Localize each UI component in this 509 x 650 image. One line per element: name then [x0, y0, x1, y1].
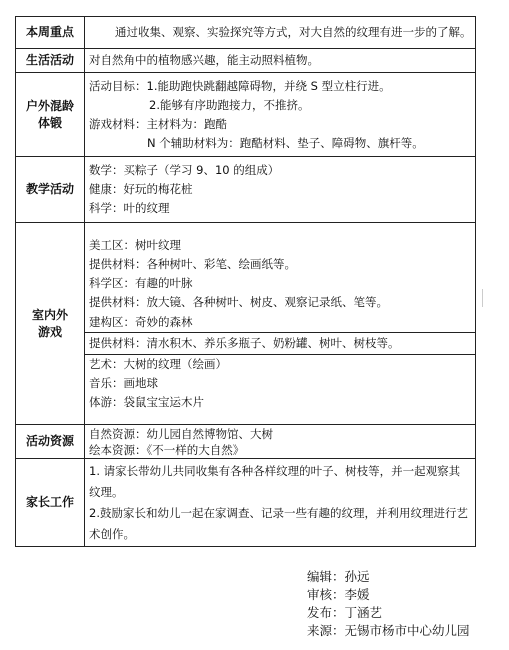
resources-line: 自然资源：幼儿园自然博物馆、大树 — [89, 426, 273, 441]
indoor-line: 提供材料：清水积木、养乐多瓶子、奶粉罐、树叶、树枝等。 — [85, 332, 475, 354]
weekly-plan-table — [15, 16, 476, 547]
indoor-line: 艺术：大树的纹理（绘画） — [85, 354, 475, 374]
row-outdoor — [16, 73, 476, 157]
outdoor-line: 游戏材料：主材料为：跑酷 — [89, 116, 227, 131]
page-edge-mark — [482, 289, 483, 307]
row-teaching — [16, 157, 476, 223]
life-text: 对自然角中的植物感兴趣，能主动照料植物。 — [89, 53, 319, 67]
indoor-line: 音乐：画地球 — [89, 375, 158, 390]
footer-credits — [307, 568, 470, 640]
resources-line: 绘本资源：《不一样的大自然》 — [89, 442, 245, 457]
editor-credit: 编辑：孙远 — [307, 569, 370, 584]
row-indoor — [16, 223, 476, 425]
label-teaching: 教学活动 — [16, 157, 85, 223]
source-credit: 来源：无锡市杨市中心幼儿园 — [307, 623, 470, 638]
row-focus — [16, 17, 476, 49]
teaching-line: 数学：买粽子（学习 9、10 的组成） — [89, 163, 280, 177]
indoor-line: 体游：袋鼠宝宝运木片 — [89, 394, 204, 409]
reviewer-credit: 审核：李媛 — [307, 587, 370, 602]
outdoor-line: 2.能够有序助跑接力，不推挤。 — [149, 97, 310, 112]
publisher-credit: 发布：丁涵艺 — [307, 605, 383, 620]
label-indoor: 室内外 游戏 — [16, 223, 85, 425]
outdoor-line: N 个辅助材料为：跑酷材料、垫子、障碍物、旗杆等。 — [147, 135, 424, 150]
family-paragraph-2: 2.鼓励家长和幼儿一起在家调查、记录一些有趣的纹理，并利用纹理进行艺术创作。 — [89, 505, 468, 541]
focus-text: 通过收集、观察、实验探究等方式，对大自然的纹理有进一步的了解。 — [115, 25, 472, 39]
label-focus: 本周重点 — [16, 17, 85, 49]
teaching-line: 健康：好玩的梅花桩 — [89, 182, 193, 196]
label-outdoor: 户外混龄 体锻 — [16, 73, 85, 157]
indoor-line: 建构区：奇妙的森林 — [89, 314, 193, 329]
indoor-line: 提供材料：各种树叶、彩笔、绘画纸等。 — [89, 256, 296, 271]
label-family: 家长工作 — [16, 459, 85, 547]
row-family — [16, 459, 476, 547]
indoor-line: 美工区：树叶纹理 — [89, 237, 181, 252]
teaching-line: 科学：叶的纹理 — [89, 201, 170, 215]
row-resources — [16, 425, 476, 459]
family-paragraph-1: 1. 请家长带幼儿共同收集有各种各样纹理的叶子、树枝等，并一起观察其纹理。 — [89, 463, 461, 499]
label-life: 生活活动 — [16, 49, 85, 73]
indoor-line: 科学区：有趣的叶脉 — [89, 275, 193, 290]
label-resources: 活动资源 — [16, 425, 85, 459]
indoor-line: 提供材料：放大镜、各种树叶、树皮、观察记录纸、笔等。 — [89, 294, 388, 309]
row-life — [16, 49, 476, 73]
outdoor-line: 活动目标：1.能助跑快跳翻越障碍物，并绕 S 型立柱行进。 — [89, 78, 391, 93]
